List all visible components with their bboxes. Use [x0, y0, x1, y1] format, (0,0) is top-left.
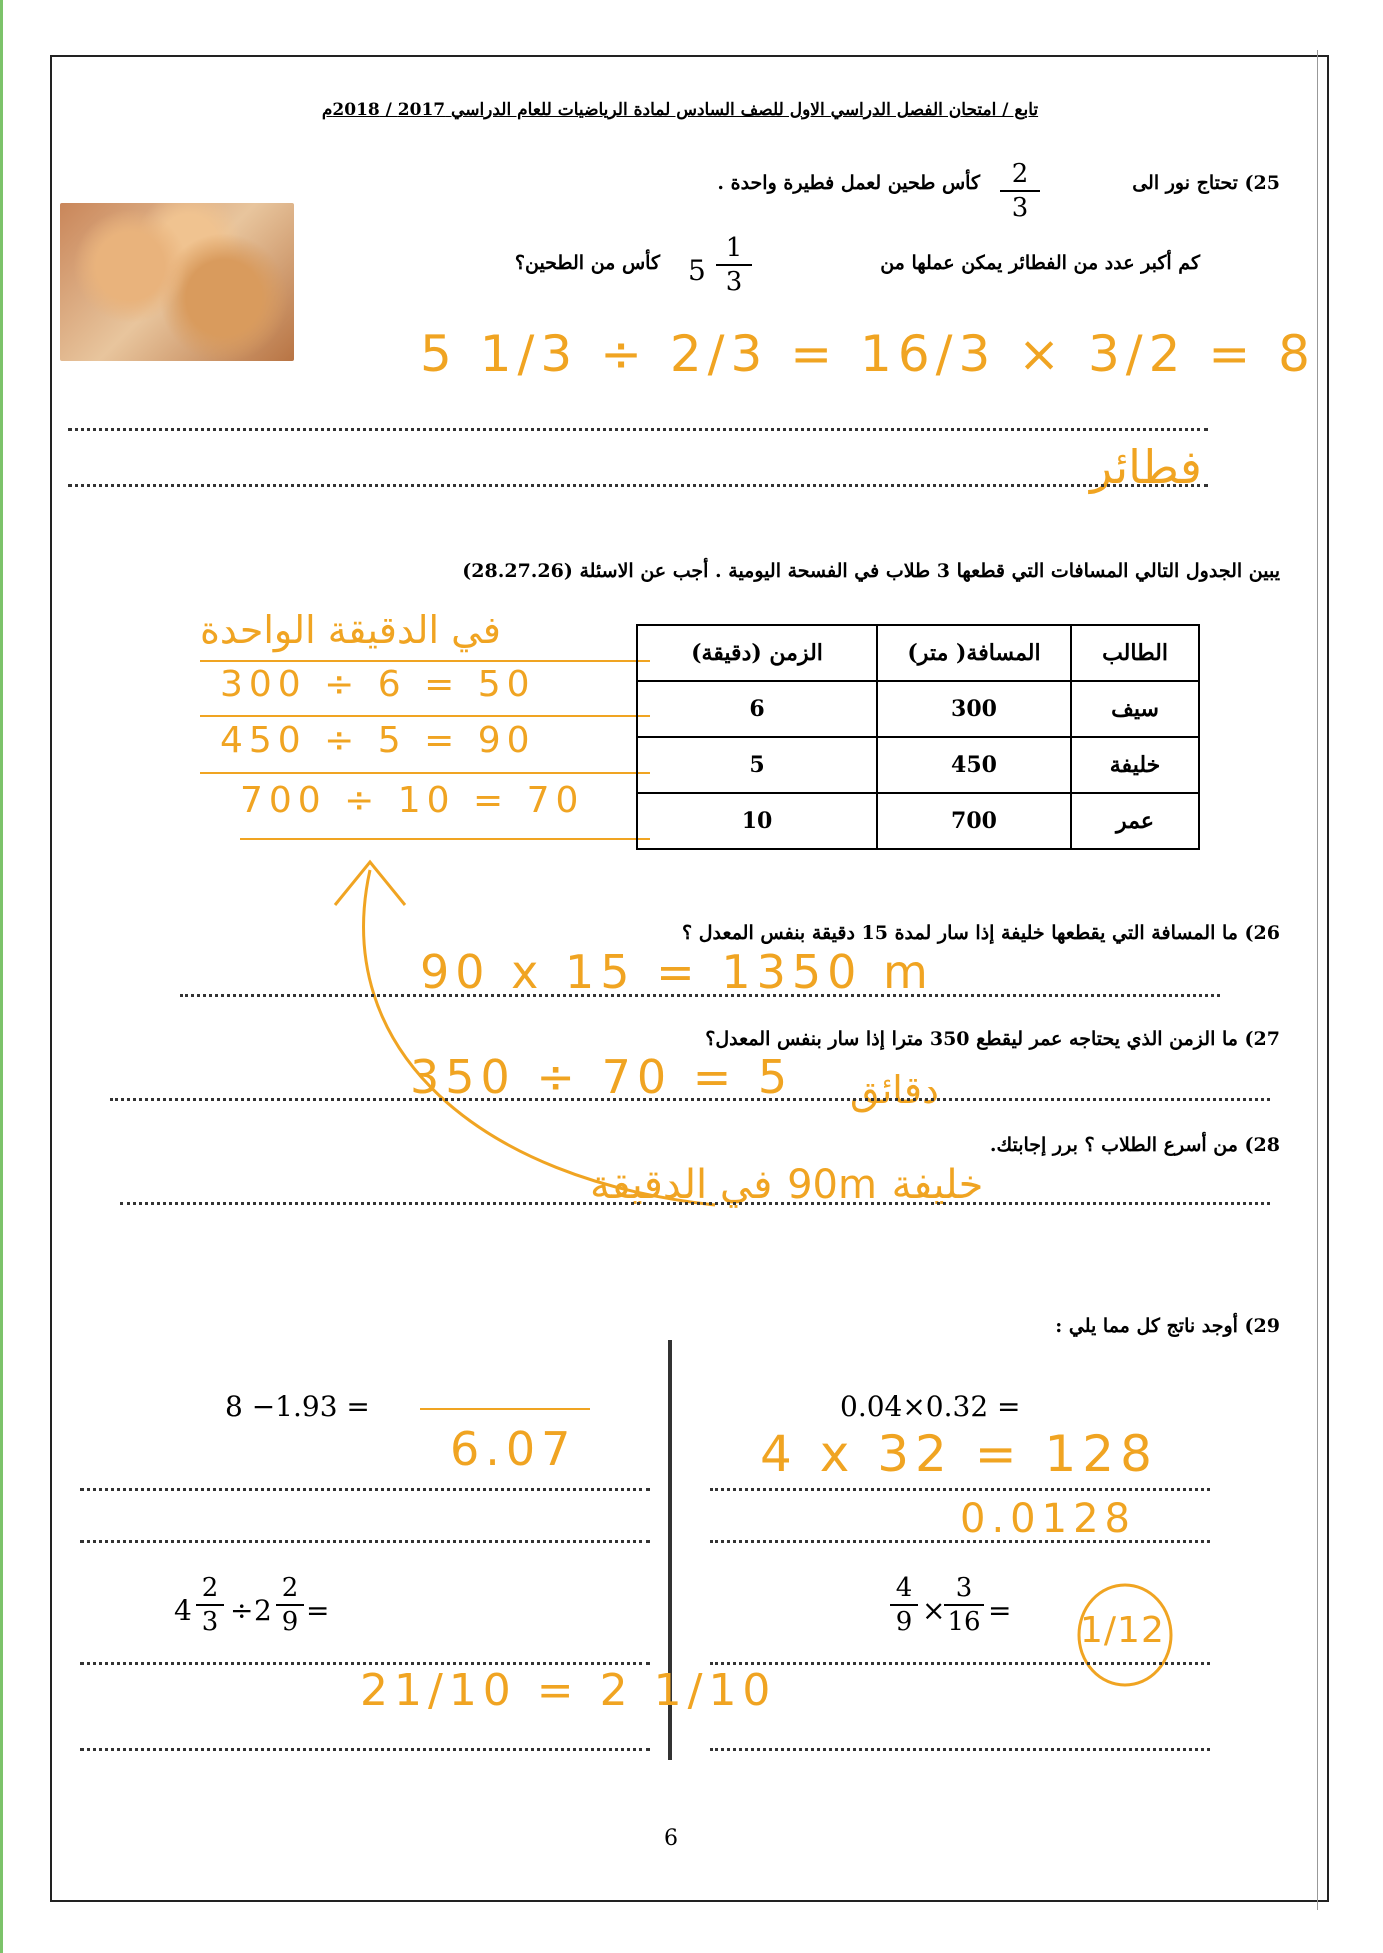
multiply-sign: × — [922, 1594, 946, 1627]
cell-name: عمر — [1071, 793, 1199, 849]
cell-time: 5 — [637, 737, 877, 793]
q25-line2: كم أكبر عدد من الفطائر يمكن عملها من — [880, 252, 1200, 274]
problem-decimal-multiply: 0.04×0.32 = — [840, 1390, 1021, 1423]
q26-handwritten-answer: 90 x 15 = 1350 m — [420, 945, 934, 999]
q28-text: 28) من أسرع الطلاب ؟ برر إجابتك. — [989, 1134, 1280, 1156]
cell-distance: 450 — [877, 737, 1071, 793]
q27-handwritten-answer: 350 ÷ 70 = 5 — [410, 1050, 794, 1104]
hand-line — [420, 1408, 590, 1410]
rate-khalifa: 450 ÷ 5 = 90 — [220, 720, 536, 761]
answer-line — [180, 994, 1220, 997]
answer-line — [68, 428, 1208, 431]
q25-line1: 25) تحتاج نور الى — [1132, 172, 1280, 194]
answer-line — [68, 484, 1208, 487]
answer-line — [710, 1662, 1210, 1665]
scan-edge — [0, 0, 3, 1953]
q27-text: 27) ما الزمن الذي يحتاجه عمر ليقطع 350 مترا إذا سار بنفس المعدل؟ — [705, 1028, 1280, 1050]
cell-time: 10 — [637, 793, 877, 849]
q25-line1-tail: كأس طحين لعمل فطيرة واحدة . — [717, 172, 980, 194]
p4-fraction-1: $\frac{4}{9}$ — [890, 1572, 918, 1638]
q29-text: 29) أوجد ناتج كل مما يلي : — [1055, 1315, 1280, 1337]
answer-line — [120, 1202, 1270, 1205]
hand-line — [200, 715, 650, 717]
answer-line — [710, 1540, 1210, 1543]
q25-handwritten-calc: 5 1/3 ÷ 2/3 = 16/3 × 3/2 = 8 — [420, 325, 1316, 383]
p3-fraction: $\frac{2}{3}$ — [196, 1572, 224, 1638]
table-intro: يبين الجدول التالي المسافات التي قطعها 3 طلاب في الفسحة اليومية . أجب عن الاسئلة (28.27.26) — [462, 560, 1280, 582]
answer-line — [80, 1748, 650, 1751]
per-minute-note: في الدقيقة الواحدة — [200, 608, 501, 652]
p2-answer: 6.07 — [450, 1422, 577, 1476]
q25-mixed-fraction: $\frac{1}{3}$ — [716, 232, 752, 298]
q25-mixed-whole: 5 — [688, 254, 706, 287]
problem-subtract: 8 −1.93 = — [225, 1390, 370, 1423]
p4-fraction-2: $\frac{3}{16}$ — [944, 1572, 984, 1638]
equals-sign: = — [306, 1594, 330, 1627]
p3-whole: 4 — [174, 1594, 192, 1627]
table-header-row — [637, 625, 1199, 681]
q28-handwritten-answer: خليفة 90m في الدقيقة — [590, 1162, 984, 1208]
p3-fraction-2: $\frac{2}{9}$ — [276, 1572, 304, 1638]
answer-line — [710, 1488, 1210, 1491]
answer-line — [80, 1662, 650, 1665]
exam-header: تابع / امتحان الفصل الدراسي الاول للصف السادس لمادة الرياضيات للعام الدراسي 2017 / 2018م — [321, 100, 1039, 120]
equals-sign: = — [988, 1594, 1012, 1627]
rate-omar: 700 ÷ 10 = 70 — [240, 780, 585, 821]
hand-line — [200, 772, 650, 774]
cell-time: 6 — [637, 681, 877, 737]
distance-table — [636, 624, 1200, 850]
answer-line — [110, 1098, 1270, 1101]
rate-seif: 300 ÷ 6 = 50 — [220, 664, 536, 705]
header-distance: المسافة( متر) — [877, 625, 1071, 681]
page-number: 6 — [664, 1826, 678, 1851]
table-row — [637, 737, 1199, 793]
q25-line2-tail: كأس من الطحين؟ — [514, 252, 660, 274]
cell-name: خليفة — [1071, 737, 1199, 793]
p1-answer: 0.0128 — [960, 1496, 1136, 1542]
pastries-photo — [60, 203, 294, 361]
hand-line — [200, 660, 650, 662]
header-student: الطالب — [1071, 625, 1199, 681]
p1-work: 4 x 32 = 128 — [760, 1425, 1158, 1483]
answer-line — [80, 1540, 650, 1543]
answer-line — [80, 1488, 650, 1491]
p3-whole-2: 2 — [254, 1594, 272, 1627]
q25-fraction: $\frac{2}{3}$ — [1000, 158, 1040, 224]
p4-answer: 1/12 — [1080, 1610, 1165, 1651]
page-rule — [1317, 50, 1318, 1910]
q27-handwritten-unit: دقائق — [850, 1068, 939, 1112]
q25-handwritten-answer: فطائر — [1090, 440, 1202, 494]
p3-answer: 21/10 = 2 1/10 — [360, 1665, 777, 1716]
table-row — [637, 681, 1199, 737]
answer-line — [710, 1748, 1210, 1751]
cell-distance: 700 — [877, 793, 1071, 849]
cell-distance: 300 — [877, 681, 1071, 737]
divide-sign: ÷ — [230, 1594, 254, 1627]
table-row — [637, 793, 1199, 849]
header-time: الزمن (دقيقة) — [637, 625, 877, 681]
hand-line — [240, 838, 650, 840]
q26-text: 26) ما المسافة التي يقطعها خليفة إذا سار لمدة 15 دقيقة بنفس المعدل ؟ — [682, 922, 1280, 944]
cell-name: سيف — [1071, 681, 1199, 737]
